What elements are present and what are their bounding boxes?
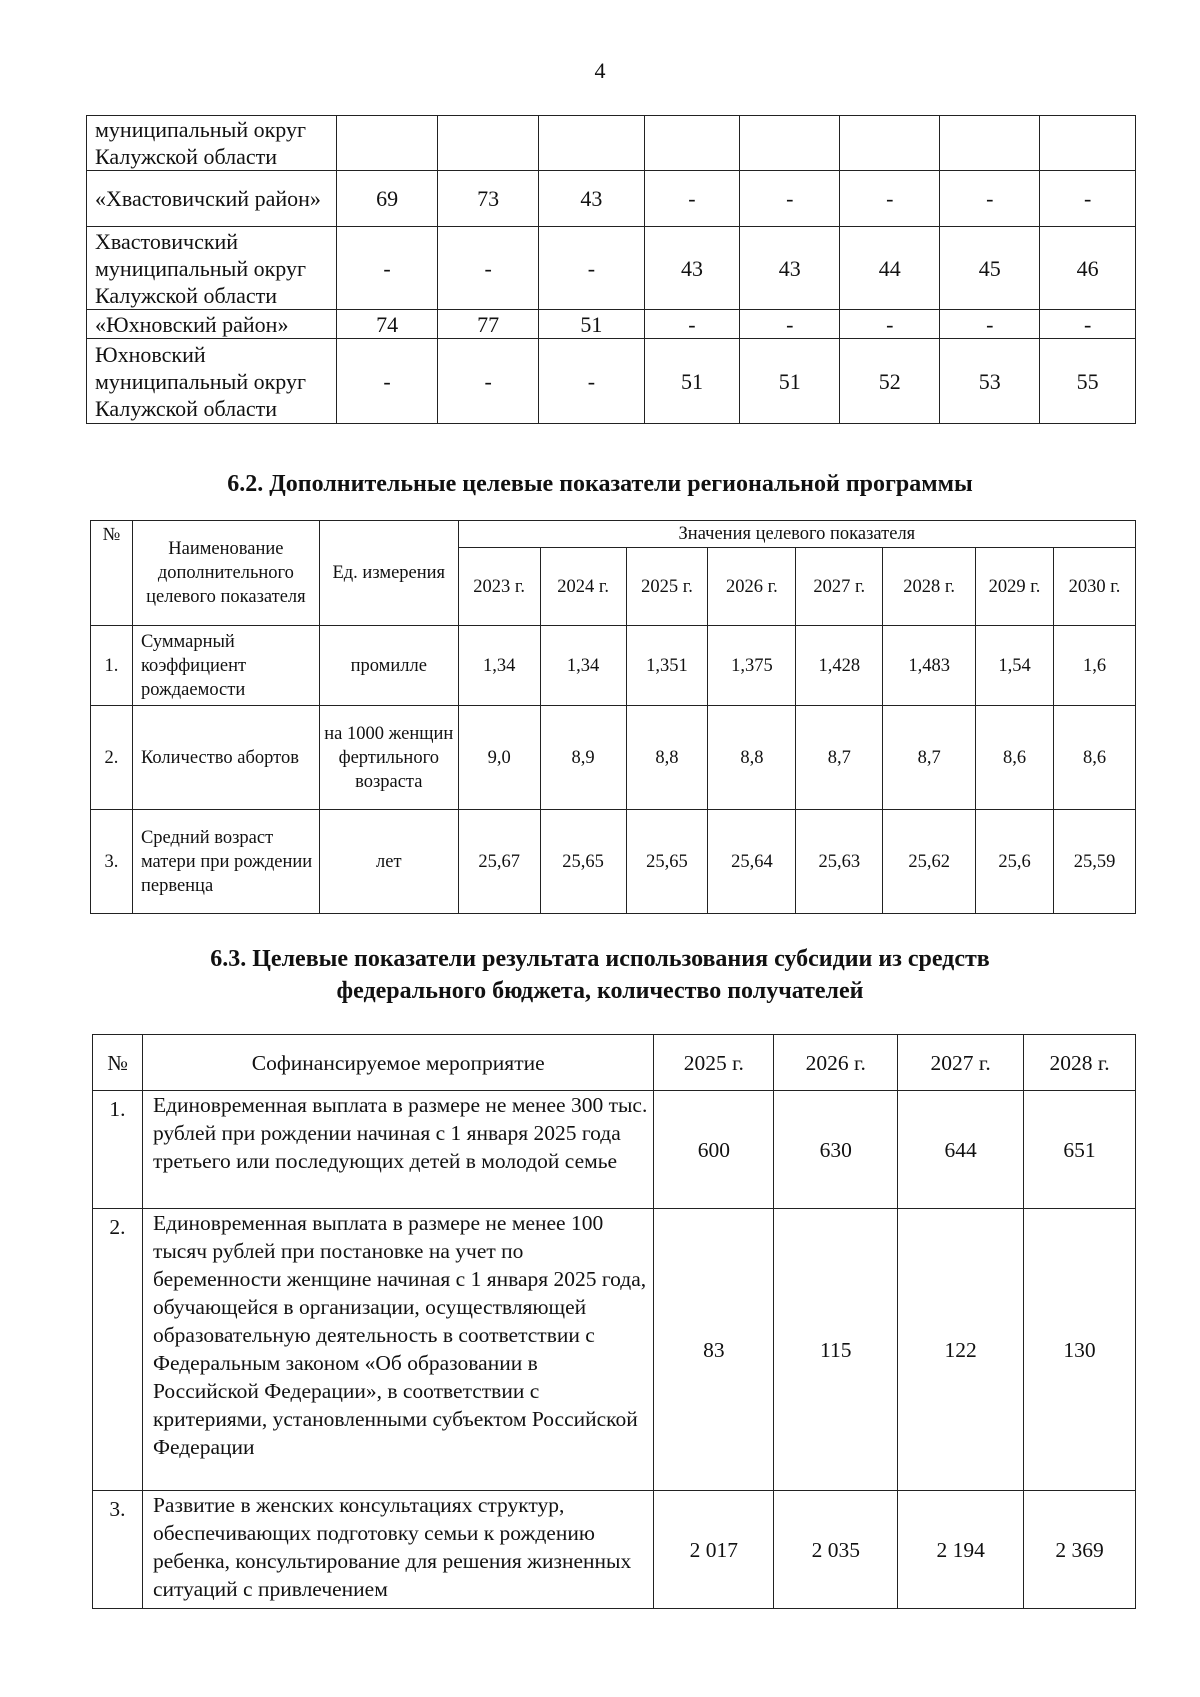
row-name: «Хвастовичский район» (87, 171, 337, 227)
value: 8,8 (626, 706, 708, 810)
cell: 51 (539, 310, 644, 339)
value: 83 (654, 1209, 774, 1491)
cell (1040, 116, 1136, 171)
cell: - (1040, 310, 1136, 339)
header-year: 2030 г. (1054, 548, 1136, 626)
cell (539, 116, 644, 171)
value: 1,375 (708, 626, 796, 706)
cell (644, 116, 740, 171)
value: 25,64 (708, 810, 796, 914)
value: 2 017 (654, 1491, 774, 1609)
value: 2 194 (898, 1491, 1024, 1609)
row-num: 2. (93, 1209, 143, 1491)
cell: 69 (337, 171, 438, 227)
value: 8,9 (540, 706, 626, 810)
header-year: 2025 г. (626, 548, 708, 626)
table-row (87, 339, 1136, 424)
table-row (87, 310, 1136, 339)
cell: - (438, 339, 539, 424)
table-row (93, 1091, 1136, 1209)
cell (337, 116, 438, 171)
cell: - (1040, 171, 1136, 227)
cell: 43 (740, 227, 840, 310)
section-title-line: федерального бюджета, количество получателей (336, 978, 864, 1004)
cell: 53 (940, 339, 1040, 424)
value: 25,65 (540, 810, 626, 914)
cell: 74 (337, 310, 438, 339)
header-num: № (91, 521, 133, 626)
header-year: 2024 г. (540, 548, 626, 626)
value: 2 035 (774, 1491, 898, 1609)
value: 8,6 (1054, 706, 1136, 810)
table-row (91, 626, 1136, 706)
header-values-group: Значения целевого показателя (458, 521, 1135, 548)
value: 1,428 (796, 626, 883, 706)
cell: 52 (840, 339, 940, 424)
table-row (87, 171, 1136, 227)
header-row (93, 1035, 1136, 1091)
row-name: Хвастовичский муниципальный округ Калужской области (87, 227, 337, 310)
section-title-6-3 (0, 943, 1200, 1007)
unit: на 1000 женщин фертильного возраста (319, 706, 458, 810)
cell: - (644, 171, 740, 227)
indicator-name: Средний возраст матери при рождении первенца (132, 810, 319, 914)
municipal-table (86, 115, 1136, 424)
cell: 51 (644, 339, 740, 424)
header-year: 2028 г. (883, 548, 976, 626)
row-name: муниципальный округ Калужской области (87, 116, 337, 171)
header-year: 2026 г. (774, 1035, 898, 1091)
value: 2 369 (1024, 1491, 1136, 1609)
value: 25,67 (458, 810, 540, 914)
header-year: 2023 г. (458, 548, 540, 626)
table-row (87, 116, 1136, 171)
value: 644 (898, 1091, 1024, 1209)
row-num: 1. (93, 1091, 143, 1209)
row-num: 1. (91, 626, 133, 706)
header-unit: Ед. измерения (319, 521, 458, 626)
header-num: № (93, 1035, 143, 1091)
header-year: 2025 г. (654, 1035, 774, 1091)
cell: - (740, 310, 840, 339)
cell (840, 116, 940, 171)
cell: - (539, 339, 644, 424)
cell: - (940, 310, 1040, 339)
row-name: «Юхновский район» (87, 310, 337, 339)
cell: - (337, 227, 438, 310)
unit: промилле (319, 626, 458, 706)
value: 9,0 (458, 706, 540, 810)
header-year: 2027 г. (898, 1035, 1024, 1091)
value: 1,54 (976, 626, 1054, 706)
cell: - (740, 171, 840, 227)
value: 25,6 (976, 810, 1054, 914)
row-num: 3. (93, 1491, 143, 1609)
cell (740, 116, 840, 171)
event-description: Единовременная выплата в размере не менее 300 тыс. рублей при рождении начиная с 1 января 2025 года третьего или последующих детей в молодой семье (142, 1091, 653, 1209)
value: 1,351 (626, 626, 708, 706)
header-row (91, 521, 1136, 548)
value: 8,7 (883, 706, 976, 810)
value: 122 (898, 1209, 1024, 1491)
value: 130 (1024, 1209, 1136, 1491)
table-row (93, 1209, 1136, 1491)
cell (438, 116, 539, 171)
value: 651 (1024, 1091, 1136, 1209)
cell: 51 (740, 339, 840, 424)
section-title-line: 6.3. Целевые показатели результата использования субсидии из средств (210, 946, 990, 972)
value: 1,34 (458, 626, 540, 706)
value: 25,63 (796, 810, 883, 914)
value: 8,8 (708, 706, 796, 810)
row-name: Юхновский муниципальный округ Калужской области (87, 339, 337, 424)
event-description: Единовременная выплата в размере не менее 100 тысяч рублей при постановке на учет по беременности женщине начиная с 1 января 2025 года, обучающейся в организации, осуществляющей образовательную деятельность в соответствии с Федеральным законом «Об образовании в Российской Федерации», в соответствии с критериями, установленными субъектом Российской Федерации (142, 1209, 653, 1491)
value: 1,34 (540, 626, 626, 706)
value: 8,7 (796, 706, 883, 810)
value: 25,59 (1054, 810, 1136, 914)
cell: 43 (644, 227, 740, 310)
value: 25,62 (883, 810, 976, 914)
table-row (87, 227, 1136, 310)
header-year: 2026 г. (708, 548, 796, 626)
cell: - (438, 227, 539, 310)
header-year: 2029 г. (976, 548, 1054, 626)
table-row (91, 810, 1136, 914)
cell: - (539, 227, 644, 310)
event-description: Развитие в женских консультациях структур, обеспечивающих подготовку семьи к рождению ребенка, консультирование для решения жизненных ситуаций с привлечением (142, 1491, 653, 1609)
value: 1,6 (1054, 626, 1136, 706)
cell: - (644, 310, 740, 339)
cell: - (840, 171, 940, 227)
cell: 55 (1040, 339, 1136, 424)
value: 8,6 (976, 706, 1054, 810)
value: 600 (654, 1091, 774, 1209)
value: 630 (774, 1091, 898, 1209)
value: 25,65 (626, 810, 708, 914)
cell: 44 (840, 227, 940, 310)
indicator-name: Количество абортов (132, 706, 319, 810)
value: 1,483 (883, 626, 976, 706)
header-year: 2028 г. (1024, 1035, 1136, 1091)
additional-indicators-table (90, 520, 1136, 914)
row-num: 3. (91, 810, 133, 914)
cell: 46 (1040, 227, 1136, 310)
value: 115 (774, 1209, 898, 1491)
header-event: Софинансируемое мероприятие (142, 1035, 653, 1091)
cell: 77 (438, 310, 539, 339)
header-year: 2027 г. (796, 548, 883, 626)
header-name: Наименование дополнительного целевого показателя (132, 521, 319, 626)
subsidy-results-table (92, 1034, 1136, 1609)
section-title-6-2: 6.2. Дополнительные целевые показатели региональной программы (227, 471, 973, 497)
page-number: 4 (594, 58, 606, 83)
table-row (93, 1491, 1136, 1609)
cell: 43 (539, 171, 644, 227)
cell: 73 (438, 171, 539, 227)
cell: 45 (940, 227, 1040, 310)
cell (940, 116, 1040, 171)
cell: - (840, 310, 940, 339)
table-row (91, 706, 1136, 810)
unit: лет (319, 810, 458, 914)
indicator-name: Суммарный коэффициент рождаемости (132, 626, 319, 706)
cell: - (337, 339, 438, 424)
row-num: 2. (91, 706, 133, 810)
cell: - (940, 171, 1040, 227)
